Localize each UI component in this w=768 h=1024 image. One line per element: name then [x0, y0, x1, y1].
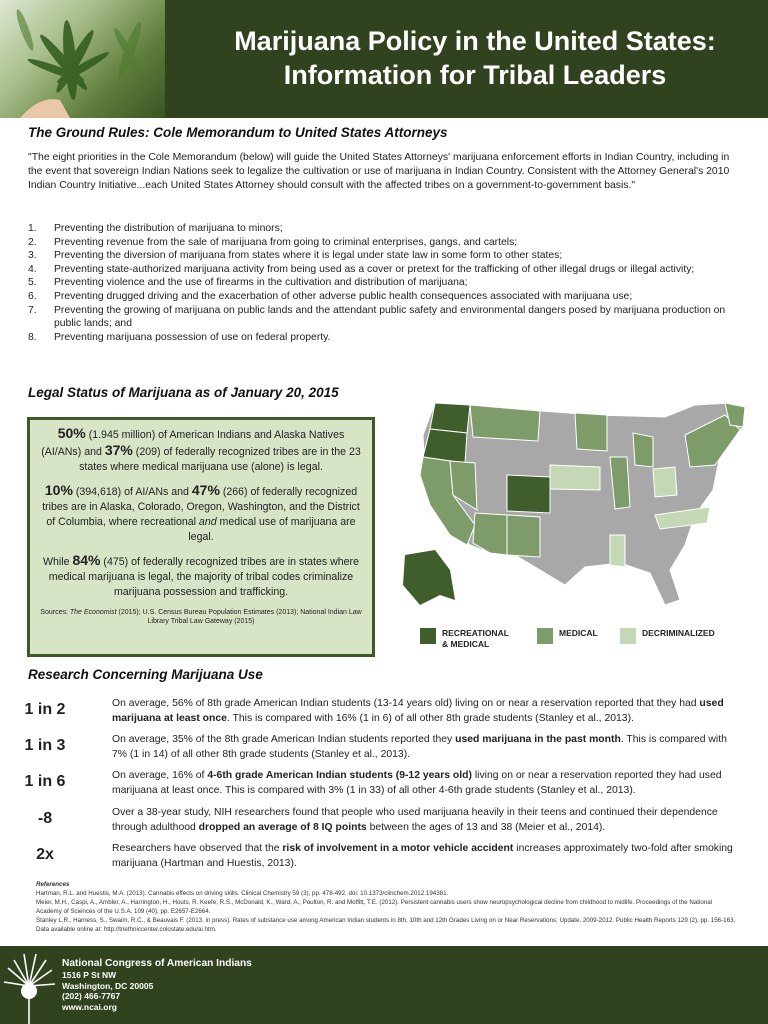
org-name: National Congress of American Indians [62, 958, 252, 969]
legal-fact-1: 50% (1.945 million) of American Indians and Alaska Natives (AI/ANs) and 37% (209) of federally recognized tribes are in the 23 states where medical marijuana use (alone) is legal. [41, 425, 361, 473]
priority-number: 8. [28, 331, 37, 343]
ground-rules-heading: The Ground Rules: Cole Memorandum to United States Attorneys [28, 125, 448, 140]
state-alaska [403, 550, 455, 605]
map-legend-item [537, 628, 598, 644]
page-title: Marijuana Policy in the United States: Information for Tribal Leaders [234, 26, 716, 90]
state-michigan [633, 433, 653, 467]
research-stat-text: Over a 38-year study, NIH researchers found that people who used marijuana heavily in their teens and continued their dependence through adulthood dropped an average of 8 IQ points between the ages of 13 and 38 (Meier et al., 2014). [112, 807, 718, 833]
research-stat-text: On average, 16% of 4-6th grade American Indian students (9-12 years old) living on or near a reservation reported they had used marijuana at least once. This is compared with 3% (1 in 33) of all other 4-6th grade students (Stanley et al., 2013). [112, 770, 722, 796]
state-ohio [653, 467, 677, 497]
cole-priority-item [28, 263, 740, 277]
priority-text: Preventing the diversion of marijuana from states where it is legal under state law in some form to other states; [54, 250, 563, 262]
map-legend-item [420, 628, 509, 650]
state-mississippi [610, 535, 625, 567]
cole-priority-item [28, 222, 740, 236]
us-marijuana-status-map [395, 395, 755, 623]
org-phone: (202) 466-7767 [62, 991, 121, 1002]
priority-text: Preventing marijuana possession of use on federal property. [54, 331, 331, 343]
research-stat-figure: 1 in 6 [24, 773, 66, 790]
cannabis-leaf-photo [0, 0, 165, 118]
research-stat-figure: 2x [36, 846, 54, 863]
priority-number: 7. [28, 304, 37, 316]
org-website[interactable]: www.ncai.org [62, 1002, 117, 1013]
research-stat-figure: 1 in 3 [24, 737, 66, 754]
state-colorado [507, 475, 550, 513]
legal-status-box [27, 417, 375, 657]
legal-fact-3: While 84% (475) of federally recognized tribes are in states where medical marijuana is legal, the majority of tribal codes criminalize marijuana possession and trafficking. [43, 552, 359, 598]
ncai-logo [0, 946, 58, 1024]
org-address-line1: 1516 P St NW [62, 969, 117, 980]
legend-label: RECREATIONAL & MEDICAL [442, 628, 509, 649]
legend-swatch [537, 628, 553, 644]
legend-swatch [420, 628, 436, 644]
state-washington [430, 403, 470, 433]
cole-priority-item [28, 236, 740, 250]
cole-priority-item [28, 304, 740, 331]
state-new-mexico [507, 515, 540, 557]
footer-contact [62, 959, 252, 1013]
priority-number: 4. [28, 263, 37, 275]
research-heading: Research Concerning Marijuana Use [28, 667, 263, 682]
footer-banner [0, 946, 768, 1024]
state-minnesota [575, 413, 607, 451]
legal-fact-2: 10% (394,618) of AI/ANs and 47% (266) of federally recognized tribes are in Alaska, Colorado, Oregon, Washington, and the District of Columbia, where recreational and medical use of marijuana are legal. [42, 482, 360, 543]
cole-priority-item [28, 276, 740, 290]
priority-text: Preventing the growing of marijuana on public lands and the attendant public safety and environmental dangers posed by marijuana production on public lands; and [54, 304, 726, 330]
legend-label: MEDICAL [559, 628, 598, 638]
legal-sources: Sources: The Economist (2015); U.S. Census Bureau Population Estimates (2013); National Indian Law Library Tribal Law Gateway (2015) [40, 609, 362, 625]
priority-number: 5. [28, 277, 37, 289]
priority-number: 3. [28, 250, 37, 262]
org-address-line2: Washington, DC 20005 [62, 980, 154, 991]
legal-status-heading: Legal Status of Marijuana as of January 20, 2015 [28, 385, 339, 400]
cole-priorities-list [28, 222, 740, 344]
map-legend-item [620, 628, 715, 644]
reference-1: Hartman, R.L. and Huestis, M.A. (2013). Cannabis effects on driving skills. Clinical Chemistry 59 (3), pp. 478-492. doi: 10.1373/clinchem.2012.194381. [36, 890, 449, 897]
state-montana [470, 405, 540, 441]
cole-priority-item [28, 290, 740, 304]
header-banner [0, 0, 768, 118]
research-stat-figure: 1 in 2 [24, 701, 66, 718]
research-stat-text: On average, 56% of 8th grade American Indian students (13-14 years old) living on or near a reservation reported that they had used marijuana at least once. This is compared with 16% (1 in 6) of all other 8th grade students (Stanley et al., 2013). [112, 698, 724, 724]
references: References Hartman, R.L. and Huestis, M.A. (2013). Cannabis effects on driving skills. Clinical Chemistry 59 (3), pp. 478-492. doi: 10.1373/clinchem.2012.194381. Meier, M.H., Caspi, A., Ambler, A., Harrington, H., Houts, R. Keefe, R.S., McDonald, K., Ward, A., Poulton, R. and Moffitt, T.E. (2012). Persistent cannabis users show neuropsychological decline from childhood to midlife. Proceedings of the National Academy of Sciences of the U.S.A. 109 (40), pp. E2657-E2664. Stanley L.R., Harness, S., Swaim, R.C., & Beauvais F. (2013, in press). Rates of substance use among American Indian students in 8th, 10th and 12th Grades Living on or Near Reservations; Update, 2009-2012. Public Health Reports 129 (2), pp. 156-163. Data available online at: http://triethniccenter.colostate.edu/ai.htm. [36, 881, 736, 933]
cole-priority-item [28, 249, 740, 263]
priority-number: 2. [28, 236, 37, 248]
research-stat-text: On average, 35% of the 8th grade American Indian students reported they used marijuana in the past month. This is compared with 7% (1 in 14) of all other 8th grade students (Stanley et al., 2013). [112, 734, 727, 760]
state-nebraska [550, 465, 600, 490]
reference-3: Stanley L.R., Harness, S., Swaim, R.C., & Beauvais F. (2013, in press). Rates of substance use among American Indian students in 8th, 10th and 12th Grades Living on or Near Reservations; Update, 2009-2012. Public Health Reports 129 (2), pp. 156-163. Data available online at: http://triethniccenter.colostate.edu/ai.htm. [36, 917, 736, 933]
priority-number: 6. [28, 290, 37, 302]
legend-label: DECRIMINALIZED [642, 628, 715, 638]
priority-text: Preventing violence and the use of firearms in the cultivation and distribution of marijuana; [54, 277, 468, 289]
research-stat-figure: -8 [37, 810, 53, 827]
reference-2: Meier, M.H., Caspi, A., Ambler, A., Harrington, H., Houts, R. Keefe, R.S., McDonald, K., Ward, A., Poulton, R. and Moffitt, T.E. (2012). Persistent cannabis users show neuropsychological decline from childhood to midlife. Proceedings of the National Academy of Sciences of the U.S.A. 109 (40), pp. E2657-E2664. [36, 899, 713, 915]
cole-intro-quote: "The eight priorities in the Cole Memorandum (below) will guide the United States Attorneys' marijuana enforcement efforts in Indian Country, including in the event that sovereign Indian Nations seek to legalize the cultivation or use of marijuana in Indian Country. Consistent with the Attorney General's 2010 Indian Country Initiative...each United States Attorney should consult with the affected tribes on a government-to-government basis." [28, 152, 730, 191]
cole-priority-item [28, 331, 740, 345]
legend-swatch [620, 628, 636, 644]
priority-text: Preventing the distribution of marijuana to minors; [54, 223, 283, 234]
priority-text: Preventing revenue from the sale of marijuana from going to criminal enterprises, gangs, and cartels; [54, 236, 518, 248]
priority-number: 1. [28, 223, 37, 234]
research-stat-text: Researchers have observed that the risk of involvement in a motor vehicle accident increases approximately two-fold after smoking marijuana (Hartman and Huestis, 2013). [112, 843, 733, 869]
priority-text: Preventing state-authorized marijuana activity from being used as a cover or pretext for the trafficking of other illegal drugs or illegal activity; [54, 263, 695, 275]
priority-text: Preventing drugged driving and the exacerbation of other adverse public health consequences associated with marijuana use; [54, 290, 633, 302]
